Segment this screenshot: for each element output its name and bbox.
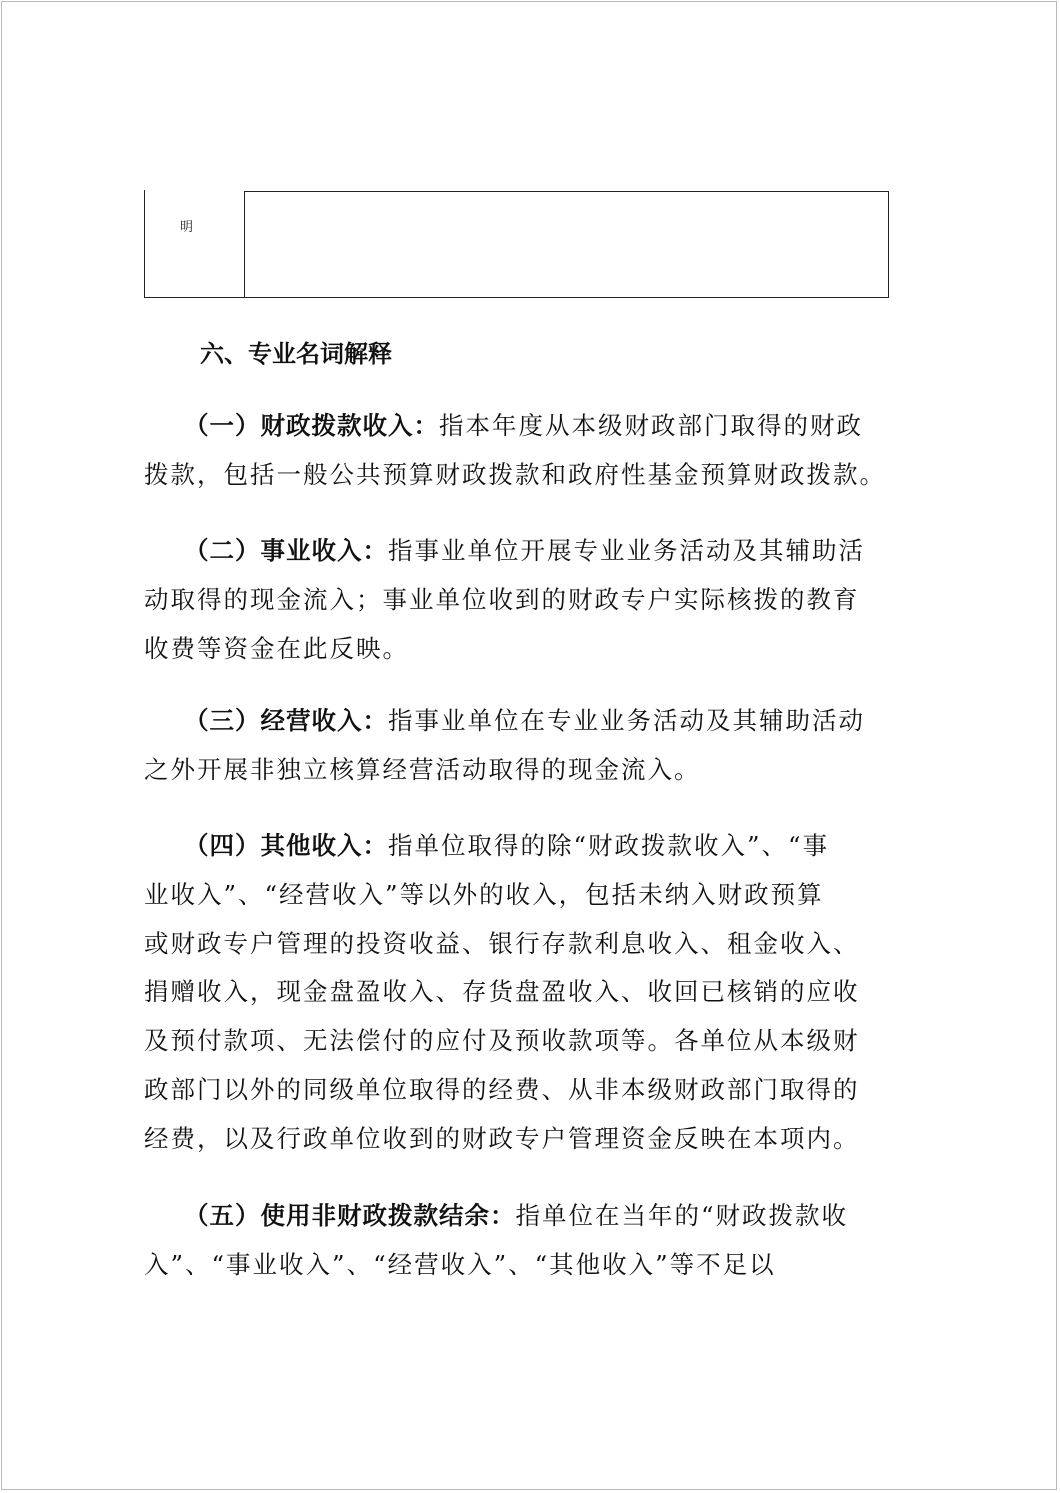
table-fragment bbox=[144, 190, 890, 299]
definition-term: （五）使用非财政拨款结余： bbox=[184, 1201, 516, 1230]
definition-line: 经费，以及行政单位收到的财政专户管理资金反映在本项内。 bbox=[144, 1123, 860, 1153]
section-heading: 六、专业名词解释 bbox=[200, 340, 392, 368]
definition-term: （二）事业收入： bbox=[184, 536, 388, 565]
definition-line: 动取得的现金流入；事业单位收到的财政专户实际核拨的教育 bbox=[144, 584, 860, 614]
definition-text: 指事业单位开展专业业务活动及其辅助活 bbox=[388, 536, 865, 565]
definition-text: 指本年度从本级财政部门取得的财政 bbox=[439, 411, 863, 440]
definition-line: 业收入”、“经营收入”等以外的收入，包括未纳入财政预算 bbox=[144, 879, 824, 909]
definition-term: （四）其他收入： bbox=[184, 831, 388, 860]
table-cell-label: 明 bbox=[180, 220, 194, 235]
definition-first-line bbox=[144, 822, 924, 871]
definition-item-3 bbox=[144, 697, 924, 795]
definition-text: 指单位在当年的“财政拨款收 bbox=[515, 1201, 849, 1230]
definition-line: 政部门以外的同级单位取得的经费、从非本级财政部门取得的 bbox=[144, 1074, 860, 1104]
definition-first-line bbox=[144, 697, 924, 746]
definition-line: 或财政专户管理的投资收益、银行存款利息收入、租金收入、 bbox=[144, 928, 860, 958]
definition-term: （三）经营收入： bbox=[184, 706, 388, 735]
definition-first-line bbox=[144, 527, 924, 576]
definition-line: 捐赠收入，现金盘盈收入、存货盘盈收入、收回已核销的应收 bbox=[144, 977, 860, 1007]
definition-term: （一）财政拨款收入： bbox=[184, 411, 439, 440]
definition-first-line bbox=[144, 1192, 924, 1241]
definition-item-1 bbox=[144, 402, 924, 500]
table-bottom-border bbox=[144, 297, 246, 298]
definition-item-2 bbox=[144, 527, 924, 673]
definition-item-4 bbox=[144, 822, 924, 1164]
definition-line: 之外开展非独立核算经营活动取得的现金流入。 bbox=[144, 754, 701, 784]
definition-text: 指单位取得的除“财政拨款收入”、“事 bbox=[388, 831, 830, 860]
definition-first-line bbox=[144, 402, 924, 451]
definition-line: 拨款，包括一般公共预算财政拨款和政府性基金预算财政拨款。 bbox=[144, 459, 886, 489]
table-cell-empty bbox=[244, 191, 889, 298]
definition-line: 入”、“事业收入”、“经营收入”、“其他收入”等不足以 bbox=[144, 1249, 776, 1279]
table-left-border bbox=[144, 190, 145, 298]
definition-text: 指事业单位在专业业务活动及其辅助活动 bbox=[388, 706, 865, 735]
definition-item-5 bbox=[144, 1192, 924, 1290]
definition-line: 收费等资金在此反映。 bbox=[144, 633, 409, 663]
definition-line: 及预付款项、无法偿付的应付及预收款项等。各单位从本级财 bbox=[144, 1026, 860, 1056]
